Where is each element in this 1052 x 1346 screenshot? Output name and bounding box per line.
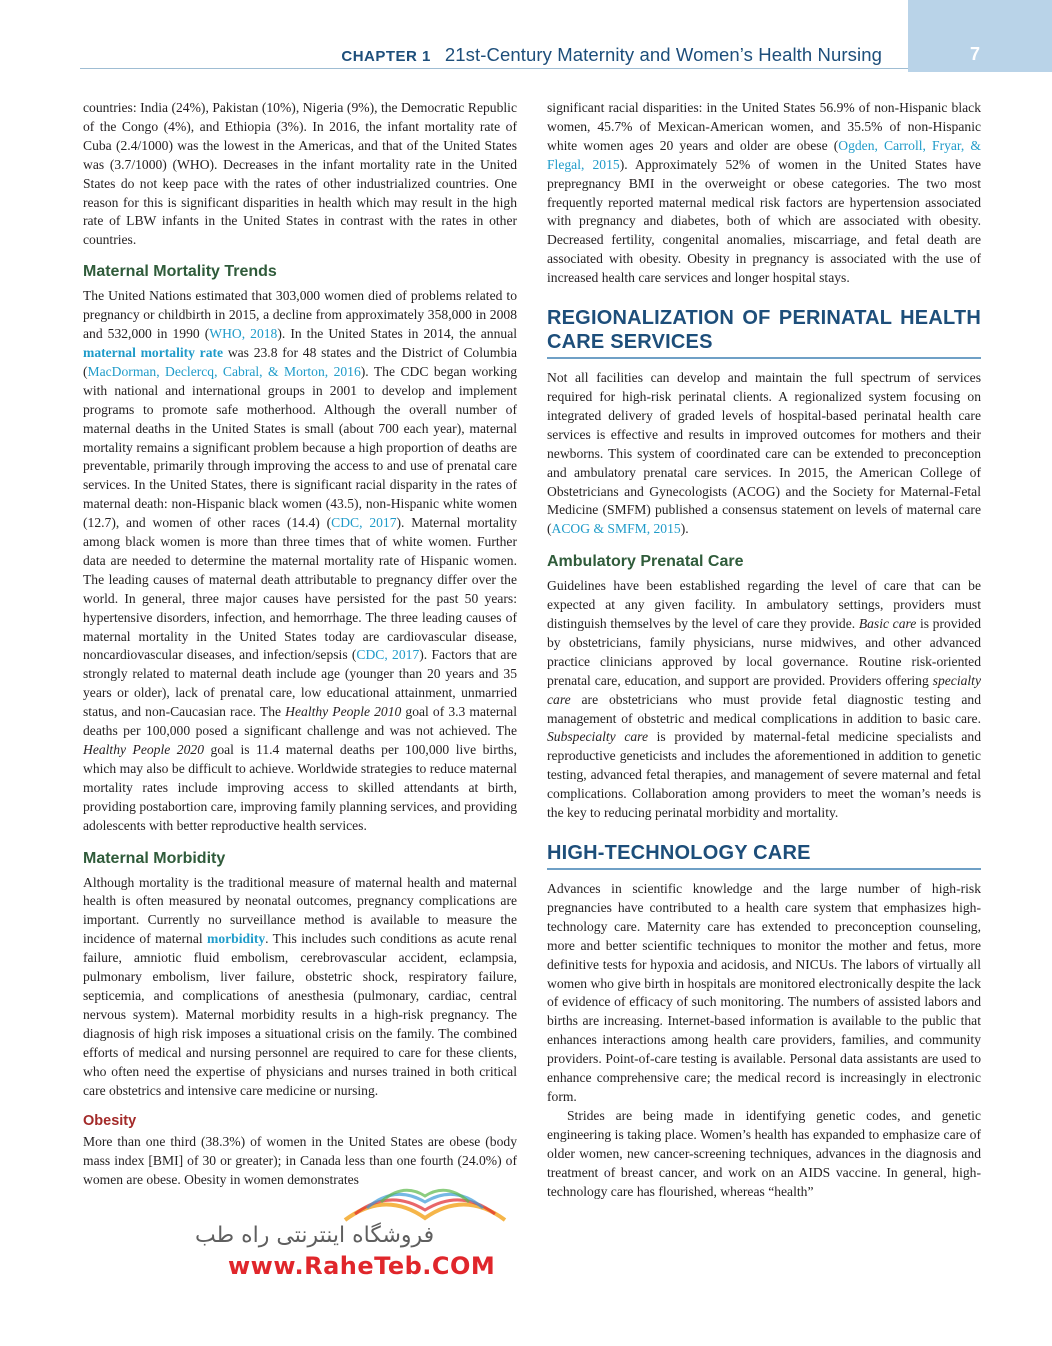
citation-link[interactable]: MacDorman, Declercq, Cabral, & Morton, 2016 xyxy=(87,363,361,379)
running-header xyxy=(0,0,1052,72)
glossary-term[interactable]: maternal mortality rate xyxy=(83,344,224,360)
paragraph-high-technology-2: Strides are being made in identifying genetic codes, and genetic engineering is taking place. Women’s health has expanded to emphasize care of older women, new cancer-screening techniques, advances in the diagnosis and treatment of breast cancer, and work on an AIDS vaccine. In general, high-technology care has flourished, whereas “health” xyxy=(547,1107,981,1199)
citation-link[interactable]: Ogden, Carroll, Fryar, & Flegal, 2015 xyxy=(547,137,981,172)
paragraph-regionalization: Not all facilities can develop and maintain the full spectrum of services required for high-risk perinatal clients. A regionalized system focusing on integrated delivery of graded levels of hospital-based perinatal health care services is effective and results in improved outcomes for mothers and their newborns. This system of coordinated care can be extended to preconception and ambulatory prenatal care services. In 2015, the American College of Obstetricians and Gynecologists (ACOG) and the Society for Maternal-Fetal Medicine (SMFM) published a consensus statement on levels of maternal care (ACOG & SMFM, 2015). xyxy=(547,370,981,537)
heading-high-technology-care: HIGH-TECHNOLOGY CARE xyxy=(547,841,981,870)
citation-link[interactable]: CDC, 2017 xyxy=(331,515,397,531)
running-head-title xyxy=(341,44,882,66)
citation-link[interactable]: CDC, 2017 xyxy=(356,647,420,663)
right-column xyxy=(547,99,981,1201)
chapter-label: CHAPTER 1 xyxy=(341,48,431,65)
paragraph-obesity-continued: significant racial disparities: in the United States 56.9% of non-Hispanic black women, 45.7% of Mexican-American women, and 35.5% of non-Hispanic white women ages 20 years and older are obese (Ogden, Carroll, Fryar, & Flegal, 2015). Approximately 52% of women in the United States have prepregnancy BMI in the overweight or obese categories. The two most frequently reported maternal medical risk factors are hypertension associated with pregnancy and diabetes, both of which are associated with obesity. Decreased fertility, congenital anomalies, miscarriage, and fetal death are associated with obesity. Obesity in pregnancy is associated with the use of increased health care services and longer hospital stays. xyxy=(547,100,981,286)
heading-maternal-morbidity: Maternal Morbidity xyxy=(83,849,226,867)
paragraph-infant-mortality: countries: India (24%), Pakistan (10%), Nigeria (9%), the Democratic Republic of the Congo (4%), and Ethiopia (3%). In 2016, the infant mortality rate of Cuba (2.4/1000) was the lowest in the Americas, and that of the United States was (3.7/1000) (WHO). Decreases in the infant mortality rate in the United States do not keep pace with the rates of other industrialized countries. One reason for this is significant disparities in health which may result in the high rate of LBW infants in the United States in contrast with the rates in other countries. xyxy=(83,100,517,248)
header-rule xyxy=(80,68,908,69)
glossary-term[interactable]: morbidity xyxy=(207,931,266,947)
citation-link[interactable]: WHO, 2018 xyxy=(209,326,278,342)
heading-obesity: Obesity xyxy=(83,1113,137,1130)
chapter-title: 21st-Century Maternity and Women’s Health Nursing xyxy=(444,44,882,65)
paragraph-high-technology-1: Advances in scientific knowledge and the large number of high-risk pregnancies have contributed to a health care system that emphasizes high-technology care. Maternity care has extended to preconception counseling, more and better scientific techniques to monitor the mother and fetus, more definitive tests for hypoxia and acidosis, and NICUs. The labors of virtually all women who give birth in hospitals are monitored electronically despite the lack of evidence of efficacy of such monitoring. The numbers of assisted labors and births are increasing. Internet-based information is available to the public that enhances interactions among health care providers, families, and community providers. Point-of-care testing is available. Personal data assistants are used to enhance comprehensive care; the medical record is increasingly in electronic form. xyxy=(547,881,981,1104)
left-column xyxy=(83,99,517,1190)
paragraph-maternal-mortality: The United Nations estimated that 303,000 women died of problems related to pregnancy or childbirth in 2015, a decline from approximately 358,000 in 2008 and 532,000 in 1990 (WHO, 2018). In the United States in 2014, the annual maternal mortality rate was 23.8 for 48 states and the District of Columbia (MacDorman, Declercq, Cabral, & Morton, 2016). The CDC began working with national and international groups in 2001 to develop and implement programs to promote safe motherhood. Although the overall number of maternal deaths in the United States is small (about 700 each year), maternal mortality remains a significant problem because a high proportion of deaths are preventable, primarily through improving the access to and use of prenatal care services. In the United States, there is significant racial disparity in the rates of maternal death: non-Hispanic black women (43.5), non-Hispanic white women (12.7), and women of other races (14.4) (CDC, 2017). Maternal mortality among black women is more than three times that of white women. Further data are needed to determine the maternal mortality rate of Hispanic women. The leading causes of maternal death attributable to pregnancy differ over the world. In general, three major causes have persisted for the past 50 years: hypertensive disorders, infection, and hemorrhage. The three leading causes of maternal mortality in the United States today are cardiovascular disease, noncardiovascular diseases, and infection/sepsis (CDC, 2017). Factors that are strongly related to maternal death include age (younger than 20 years and 35 years or older), lack of prenatal care, low educational attainment, unmarried status, and non-Caucasian race. The Healthy People 2010 goal of 3.3 maternal deaths per 100,000 posed a significant challenge and was not achieved. The Healthy People 2020 goal is 11.4 maternal deaths per 100,000 live births, which may also be difficult to achieve. Worldwide strategies to reduce maternal mortality rates include improving access to skilled attendants at birth, providing postabortion care, improving family planning services, and providing adolescents with better reproductive health services. xyxy=(83,288,518,833)
paragraph-maternal-morbidity: Although mortality is the traditional measure of maternal health and maternal health is often measured by neonatal outcomes, pregnancy complications are important. Currently no surveillance method is available to measure the incidence of maternal morbidity. This includes such conditions as acute renal failure, amniotic fluid embolism, cerebrovascular accident, eclampsia, pulmonary embolism, liver failure, obstetric shock, respiratory failure, septicemia, and complications of anesthesia (pulmonary, cardiac, central nervous system). Maternal morbidity results in a high-risk pregnancy. The diagnosis of high risk imposes a situational crisis on the family. The combined efforts of medical and nursing personnel are required to care for these clients, who often need the expertise of physicians and nurses trained in both critical care obstetrics and intensive care medicine or nursing. xyxy=(83,874,517,1098)
paragraph-obesity: More than one third (38.3%) of women in the United States are obese (body mass index [BMI] of 30 or greater); in Canada less than one fourth (24.0%) of women are obese. Obesity in women demonstrates xyxy=(83,1134,517,1188)
heading-regionalization: REGIONALIZATION OF PERINATAL HEALTH CARE SERVICES xyxy=(547,306,981,359)
watermark-arabic-text: فروشگاه اینترنتی راه طب xyxy=(195,1223,435,1248)
heading-maternal-mortality-trends: Maternal Mortality Trends xyxy=(83,263,277,281)
page-number: 7 xyxy=(969,44,980,64)
watermark-url[interactable]: www.RaheTeb.COM xyxy=(228,1252,496,1280)
citation-link[interactable]: ACOG & SMFM, 2015 xyxy=(551,521,681,537)
paragraph-ambulatory-prenatal-care: Guidelines have been established regarding the level of care that can be expected at any given facility. In ambulatory settings, providers must distinguish themselves by the level of care they provide. Basic care is provided by obstetricians, family physicians, nurse midwives, and other advanced practice clinicians approved by local governance. Routine risk-oriented prenatal care, education, and support are provided. Providers offering specialty care are obstetricians who must provide fetal diagnostic testing and management of obstetric and medical complications in addition to basic care. Subspecialty care is provided by maternal-fetal medicine specialists and reproductive geneticists and includes the aforementioned in addition to genetic testing, advanced fetal therapies, and management of severe maternal and fetal complications. Collaboration among providers to meet the woman’s needs is the key to reducing perinatal morbidity and mortality. xyxy=(547,578,981,821)
heading-ambulatory-prenatal-care: Ambulatory Prenatal Care xyxy=(547,553,744,571)
